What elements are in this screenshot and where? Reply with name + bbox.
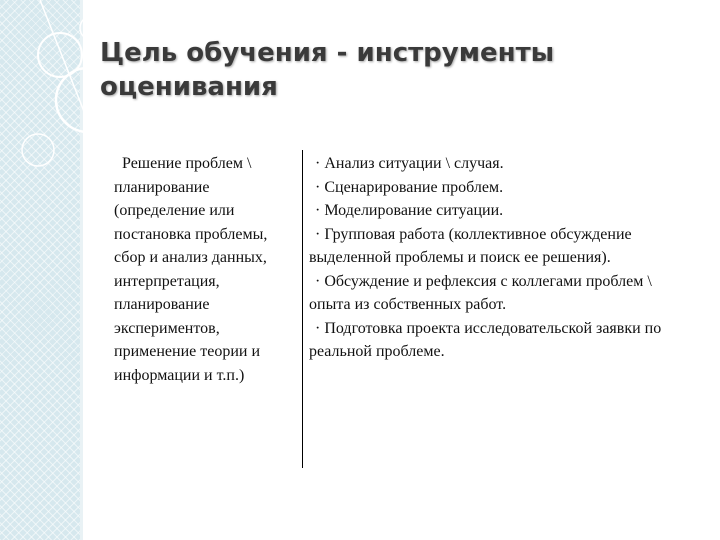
list-item: · Анализ ситуации \ случая. (315, 155, 504, 172)
list-item: · Обсуждение и рефлексия с коллегами проблем \ опыта из собственных работ. (309, 272, 652, 313)
left-column-text: Решение проблем \ планирование (определение или постановка проблемы, сбор и анализ данных, интерпретация, планирование экспериментов, применение теории и информации и т.п.) (114, 155, 268, 384)
left-column (114, 152, 302, 387)
list-item: · Подготовка проекта исследовательской заявки по реальной проблеме. (309, 319, 662, 360)
slide-title: Цель обучения - инструменты оценивания (100, 38, 555, 102)
list-item: · Групповая работа (коллективное обсуждение выделенной проблемы и поиск ее решения). (309, 225, 632, 266)
right-column (309, 152, 689, 364)
list-item: · Сценарирование проблем. (315, 178, 504, 196)
column-divider (302, 150, 303, 468)
list-item: · Моделирование ситуации. (315, 202, 504, 219)
